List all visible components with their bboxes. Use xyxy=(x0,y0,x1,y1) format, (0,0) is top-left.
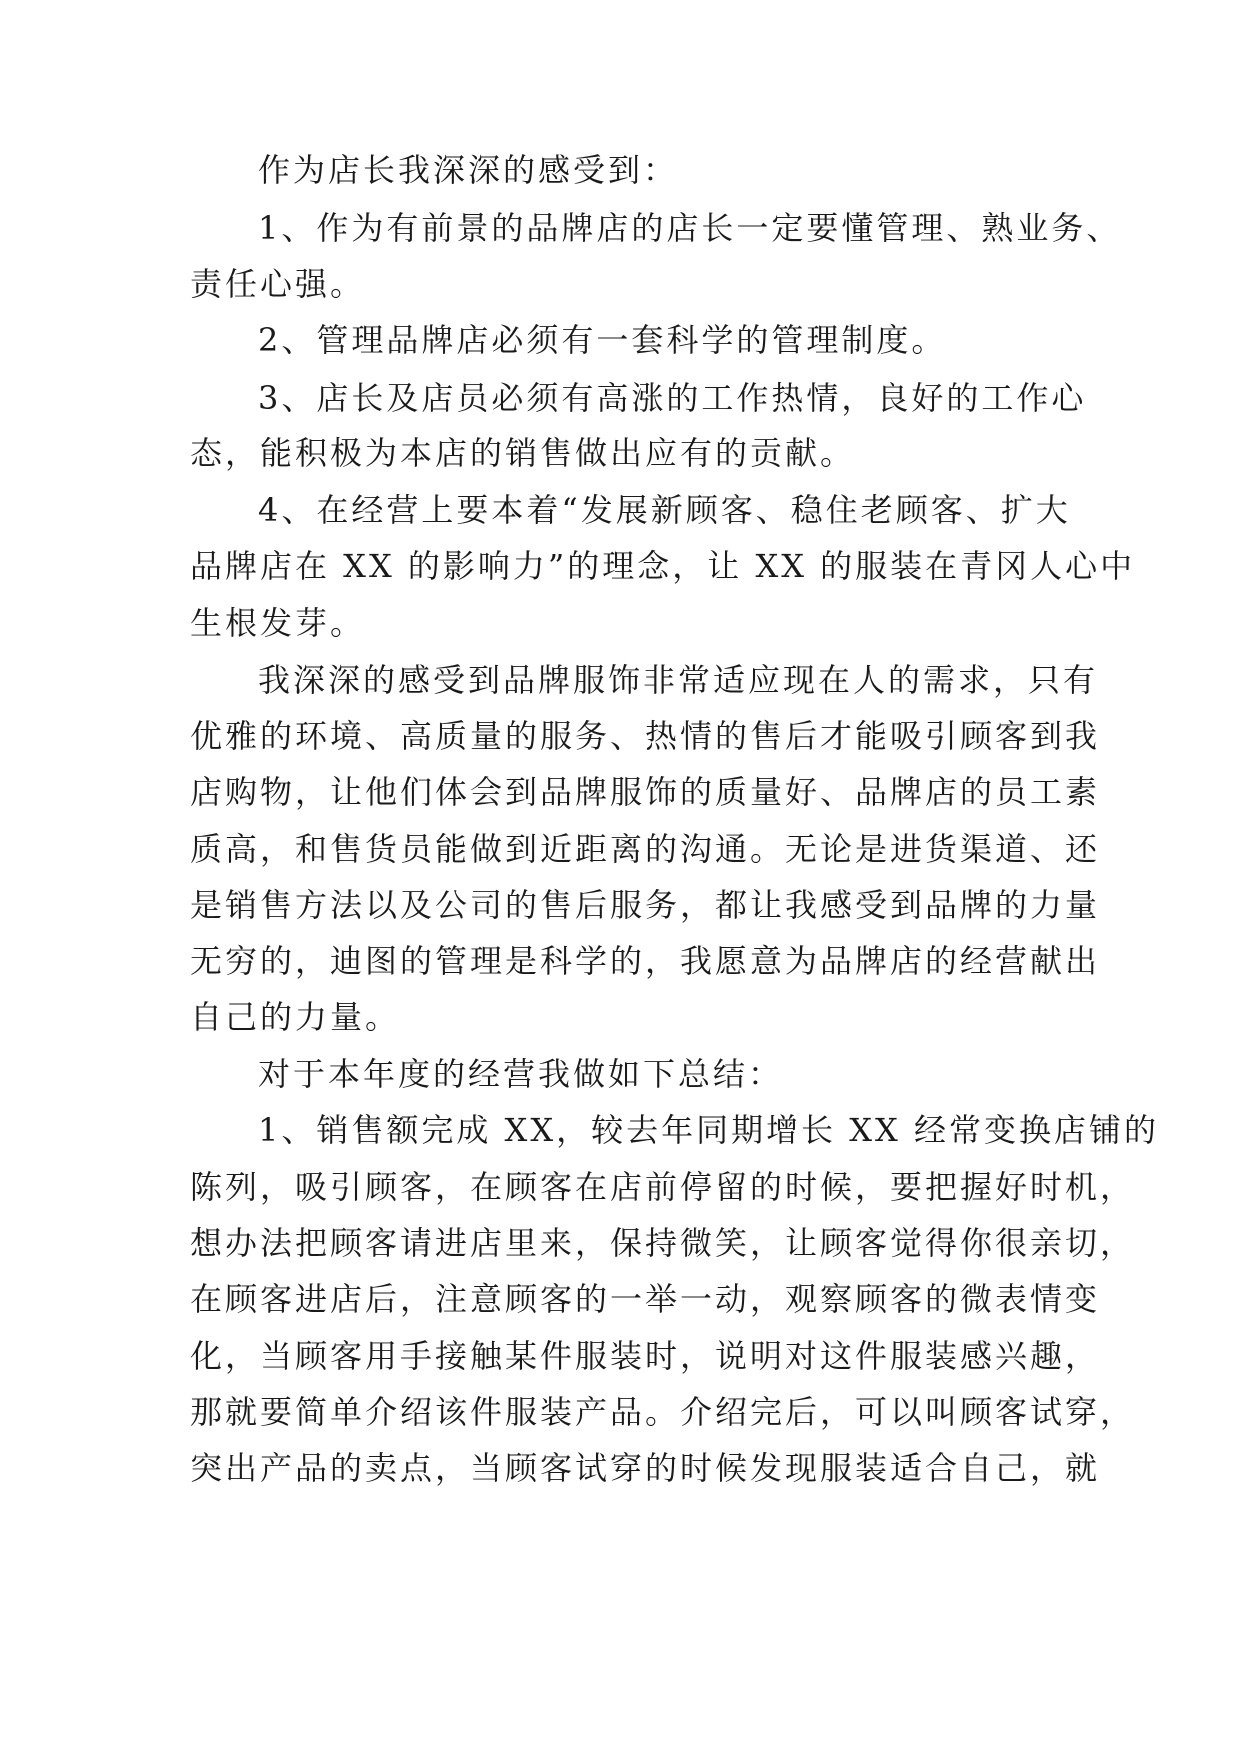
paragraph-line: 店购物，让他们体会到品牌服饰的质量好、品牌店的员工素 xyxy=(190,773,1101,811)
paragraph-line: 我深深的感受到品牌服饰非常适应现在人的需求，只有 xyxy=(258,661,1099,699)
paragraph-line: 是销售方法以及公司的售后服务，都让我感受到品牌的力量 xyxy=(190,886,1101,924)
paragraph-line: 自己的力量。 xyxy=(190,998,401,1036)
paragraph-line: 态，能积极为本店的销售做出应有的贡献。 xyxy=(190,434,856,472)
paragraph-line: 陈列，吸引顾客，在顾客在店前停留的时候，要把握好时机， xyxy=(190,1168,1136,1206)
paragraph-line: 品牌店在 XX 的影响力”的理念，让 XX 的服装在青冈人心中 xyxy=(190,547,1136,585)
paragraph-line: 生根发芽。 xyxy=(190,604,366,642)
paragraph-line: 突出产品的卖点，当顾客试穿的时候发现服装适合自己，就 xyxy=(190,1449,1101,1487)
paragraph-line: 1、作为有前景的品牌店的店长一定要懂管理、熟业务、 xyxy=(258,209,1122,247)
paragraph-line: 那就要简单介绍该件服装产品。介绍完后，可以叫顾客试穿， xyxy=(190,1393,1136,1431)
paragraph-line: 责任心强。 xyxy=(190,265,366,303)
paragraph-line: 作为店长我深深的感受到： xyxy=(258,151,679,189)
paragraph-line: 在顾客进店后，注意顾客的一举一动，观察顾客的微表情变 xyxy=(190,1280,1101,1318)
paragraph-line: 优雅的环境、高质量的服务、热情的售后才能吸引顾客到我 xyxy=(190,717,1101,755)
paragraph-line: 2、管理品牌店必须有一套科学的管理制度。 xyxy=(258,321,947,359)
paragraph-line: 质高，和售货员能做到近距离的沟通。无论是进货渠道、还 xyxy=(190,830,1101,868)
paragraph-line: 化，当顾客用手接触某件服装时，说明对这件服装感兴趣， xyxy=(190,1337,1101,1375)
paragraph-line: 无穷的，迪图的管理是科学的，我愿意为品牌店的经营献出 xyxy=(190,942,1101,980)
paragraph-line: 想办法把顾客请进店里来，保持微笑，让顾客觉得你很亲切， xyxy=(190,1224,1136,1262)
paragraph-line: 3、店长及店员必须有高涨的工作热情，良好的工作心 xyxy=(258,379,1087,417)
paragraph-line: 4、在经营上要本着“发展新顾客、稳住老顾客、扩大 xyxy=(258,491,1071,529)
paragraph-line: 1、销售额完成 XX，较去年同期增长 XX 经常变换店铺的 xyxy=(258,1111,1160,1149)
paragraph-line: 对于本年度的经营我做如下总结： xyxy=(258,1055,784,1093)
